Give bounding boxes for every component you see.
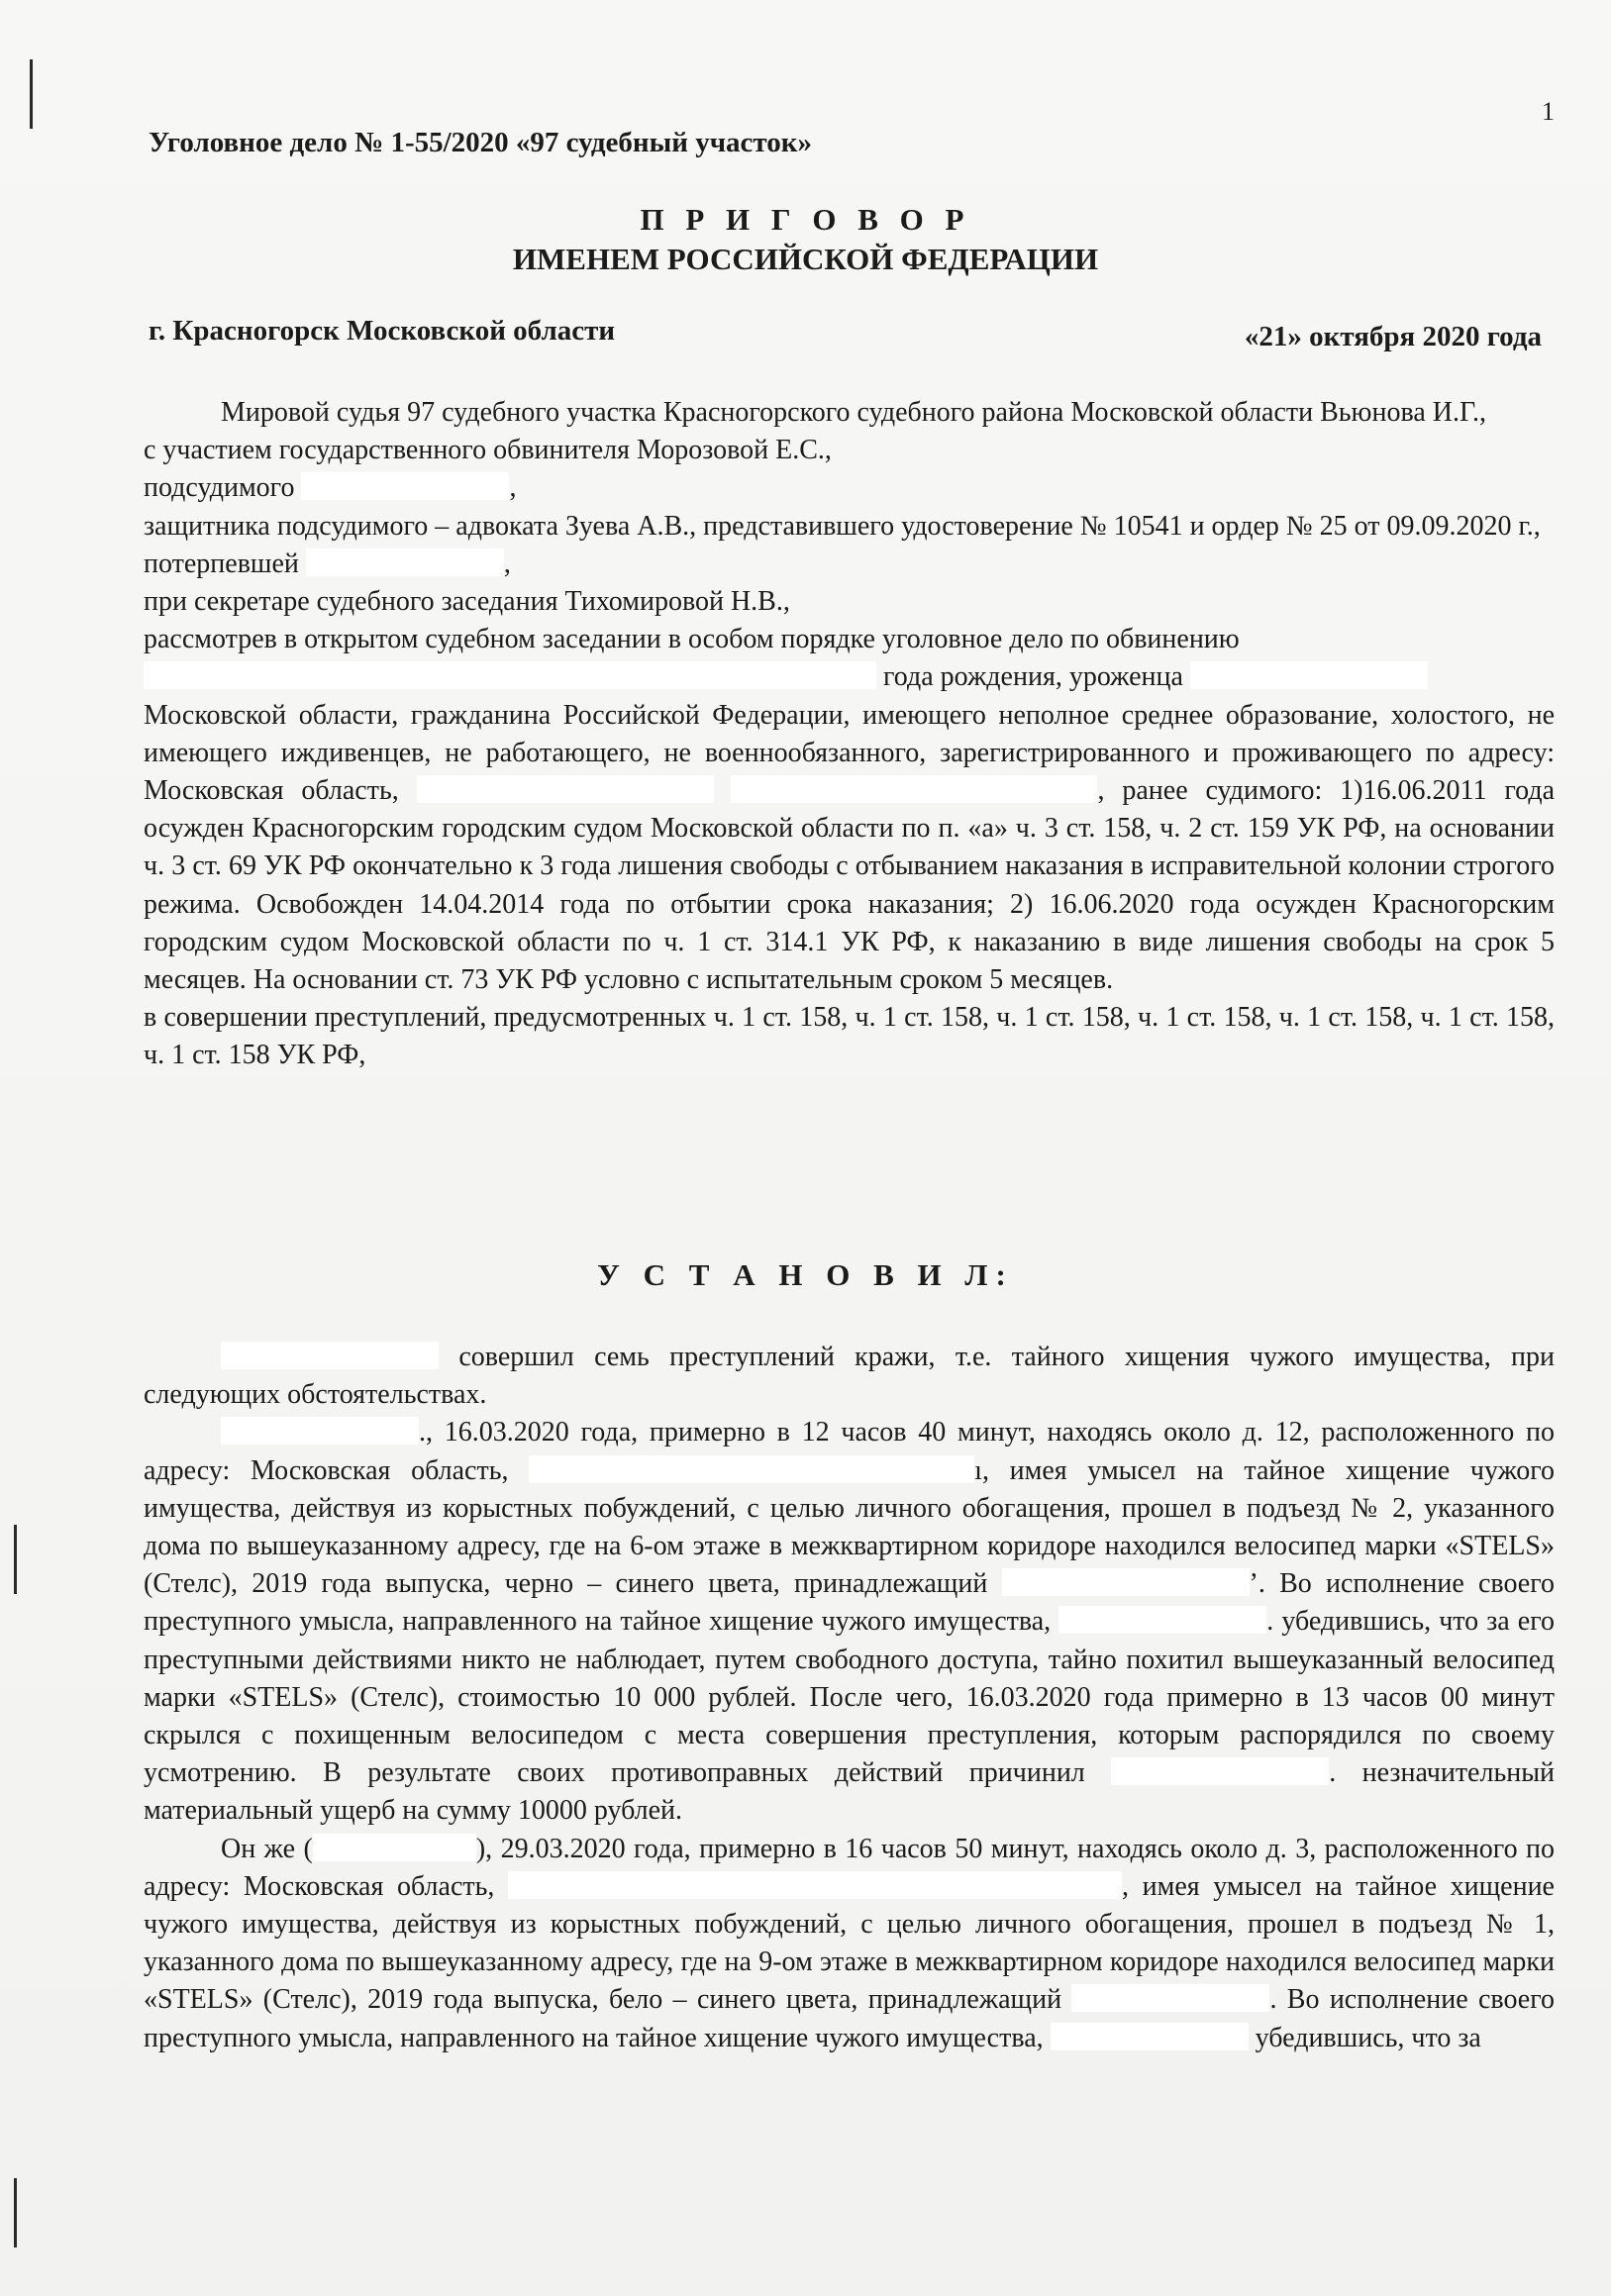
episode-1-text-b: ı, имея умысел на тайное хищение чужого имущества, действуя из корыстных побуждений, с целью личного обогащения, прошел в подъезд № 2, указанного дома по вышеуказанному адресу, где на 6-ом этаже в межквартирном коридоре находился велосипед марки «STELS» (Стелс), 2019 года выпуска, черно – синего цвета, принадлежащий [144,1454,1556,1600]
defendant-line: подсудимого , [144,472,517,504]
redaction [1190,661,1428,689]
intro-block [144,394,1555,1075]
judge-paragraph: Мировой судья 97 судебного участка Красногорского судебного района Московской области Вьюнова И.Г., [221,397,1486,428]
summary-text: совершил семь преступлений кражи, т.е. тайного хищения чужого имущества, при следующих обстоятельствах. [144,1342,1556,1411]
episode-2-text-a: Он же ( [221,1833,313,1864]
redaction [306,549,504,576]
episode-1-text-c: ʼ. Во исполнение своего преступного умысла, направленного на тайное хищение чужого имущества, [144,1568,1556,1638]
secretary-line: при секретаре судебного заседания Тихомировой Н.В., [144,586,790,618]
margin-mark-top [30,59,33,129]
redaction [1002,1568,1250,1596]
redaction [529,1455,974,1483]
episode-1-text-a: ., 16.03.2020 года, примерно в 12 часов 40 минут, находясь около д. 12, расположенного по адресу: Московская область, [144,1417,1555,1486]
victim-line: потерпевшей , [144,548,511,579]
document-title: П Р И Г О В О Р [640,202,971,237]
redaction [417,775,714,803]
episode-1-text-e: . незначительный материальный ущерб на сумму 10000 рублей. [144,1757,1556,1827]
redaction [1058,1606,1266,1634]
considered-line: рассмотрев в открытом судебном заседании в особом порядке уголовное дело по обвинению [144,624,1240,655]
redaction [144,661,876,689]
episode-2-paragraph [144,1831,1555,2057]
redaction [301,472,509,500]
defendant-label: подсудимого [144,472,295,504]
episode-2-text-b: ), 29.03.2020 года, примерно в 16 часов 50 минут, находясь около д. 3, расположенного по адресу: Московская область, [144,1833,1555,1902]
bio-text: Московской области, гражданина Российской Федерации, имеющего неполное среднее образование, холостого, не имеющего иждивенцев, не работающего, не военнообязанного, зарегистрированного и проживающего по адресу: Московская область, [144,699,1555,807]
redaction [508,1871,1122,1899]
redaction [221,1417,419,1445]
redaction [1071,1984,1269,2012]
bio-paragraph [144,697,1555,1000]
established-block [144,1339,1555,2057]
established-heading: У С Т А Н О В И Л: [597,1257,1014,1292]
birth-text: года рождения, уроженца [883,661,1183,693]
case-number-line: Уголовное дело № 1-55/2020 «97 судебный участок» [149,127,812,158]
prior-text: , ранее судимого: 1)16.06.2011 года осужден Красногорским городским судом Московской области по п. «а» ч. 3 ст. 158, ч. 2 ст. 159 УК РФ, на основании ч. 3 ст. 69 УК РФ окончательно к 3 года лишения свободы с отбыванием наказания в исправительной колонии строгого режима. Освобожден 14.04.2014 года по отбытии срока наказания; 2) 16.06.2020 года осужден Красногорским городским судом Московской области по ч. 1 ст. 314.1 УК РФ, к наказанию в виде лишения свободы на срок 5 месяцев. На основании ст. 73 УК РФ условно с испытательным сроком 5 месяцев. [144,775,1555,996]
episode-2-text-e: убедившись, что за [1255,2022,1481,2053]
charges-paragraph: в совершении преступлений, предусмотренных ч. 1 ст. 158, ч. 1 ст. 158, ч. 1 ст. 158, ч. 1 ст. 158, ч. 1 ст. 158, ч. 1 ст. 158, ч. 1 ст. 158 УК РФ, [144,1002,1555,1071]
redaction [313,1834,476,1861]
redaction [731,775,1097,803]
episode-2-text-c: , имея умысел на тайное хищение чужого имущества, действуя из корыстных побуждений, с целью личного обогащения, прошел в подъезд № 1, указанного дома по вышеуказанному адресу, где на 9-ом этаже в межквартирном коридоре находился велосипед марки «STELS» (Стелс), 2019 года выпуска, бело – синего цвета, принадлежащий [144,1870,1555,2016]
page-number: 1 [1542,97,1555,126]
birth-line [144,658,1555,696]
margin-mark-middle [14,1525,17,1594]
episode-1-paragraph [144,1414,1555,1830]
redaction [221,1342,439,1369]
redaction [1051,2023,1249,2050]
defender-line: защитника подсудимого – адвоката Зуева А.В., представившего удостоверение № 10541 и ордер № 25 от 09.09.2020 г., [144,510,1541,542]
document-subtitle: ИМЕНЕМ РОССИЙСКОЙ ФЕДЕРАЦИИ [512,242,1099,276]
redaction [1111,1757,1329,1785]
prosecutor-line: с участием государственного обвинителя Морозовой Е.С., [144,435,832,466]
place-line: г. Красногорск Московской области [149,315,616,347]
episode-2-text-d: . Во исполнение своего преступного умысла, направленного на тайное хищение чужого имущества, [144,1984,1556,2053]
margin-mark-bottom [14,2178,17,2247]
episode-1-text-d: . убедившись, что за его преступными действиями никто не наблюдает, путем свободного доступа, тайно похитил вышеуказанный велосипед марки «STELS» (Стелс), стоимостью 10 000 рублей. После чего, 16.03.2020 года примерно в 13 часов 00 минут скрылся с похищенным велосипедом с места совершения преступления, которым распорядился по своему усмотрению. В результате своих противоправных действий причинил [144,1606,1556,1789]
victim-label: потерпевшей [144,548,299,579]
date-line: «21» октября 2020 года [1244,321,1542,352]
summary-paragraph [144,1339,1555,1414]
